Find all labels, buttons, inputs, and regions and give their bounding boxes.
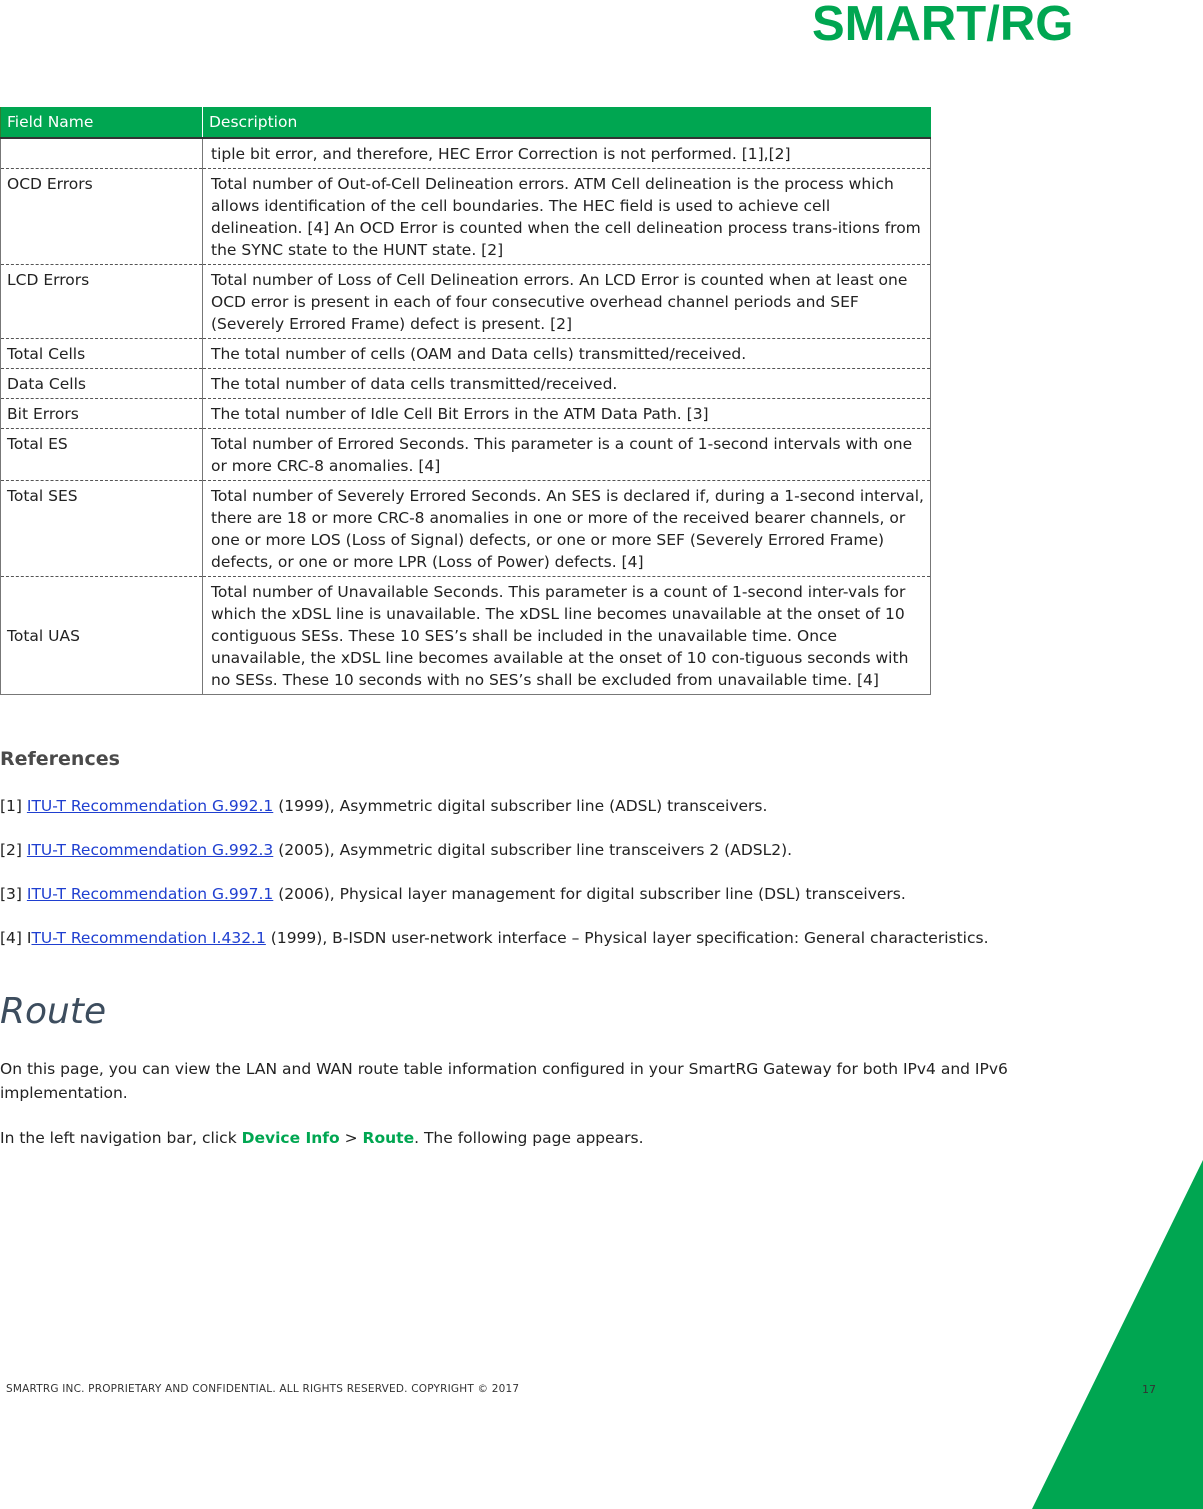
table-row (1, 265, 931, 339)
description-cell: The total number of Idle Cell Bit Errors in the ATM Data Path. [3] (203, 399, 931, 429)
nav-prefix-text: In the left navigation bar, click (0, 1129, 242, 1147)
page-number: 17 (1142, 1383, 1156, 1396)
reference-item (0, 927, 989, 949)
field-name-cell: OCD Errors (1, 169, 203, 265)
reference-number: [4] I (0, 929, 32, 947)
reference-link[interactable]: TU-T Recommendation I.432.1 (31, 929, 266, 947)
field-name-cell: Total UAS (1, 577, 203, 695)
route-intro-paragraph: On this page, you can view the LAN and WAN route table information configured in your SmartRG Gateway for both IPv4 and IPv6 implementation. (0, 1060, 1008, 1102)
nav-suffix-text: . The following page appears. (414, 1129, 644, 1147)
route-nav-instruction (0, 1126, 1100, 1150)
description-cell: The total number of cells (OAM and Data cells) transmitted/received. (203, 339, 931, 369)
reference-item (0, 839, 792, 861)
nav-route: Route (362, 1129, 415, 1147)
reference-number: [2] (0, 841, 27, 859)
description-cell: Total number of Unavailable Seconds. This parameter is a count of 1-second inter-vals for which the xDSL line is unavailable. The xDSL line becomes unavailable at the onset of 10 contiguous SESs. These 10 SES’s shall be included in the unavailable time. Once unavailable, the xDSL line becomes available at the onset of 10 con-tiguous seconds with no SESs. These 10 seconds with no SES’s shall be excluded from unavailable time. [4] (203, 577, 931, 695)
field-name-cell: Data Cells (1, 369, 203, 399)
reference-item (0, 795, 767, 817)
references-heading: References (0, 748, 120, 770)
field-name-cell: Total ES (1, 429, 203, 481)
reference-link[interactable]: ITU-T Recommendation G.992.3 (26, 841, 274, 859)
description-cell: Total number of Severely Errored Seconds. An SES is declared if, during a 1-second interval, there are 18 or more CRC-8 anomalies in one or more of the received bearer channels, or one or more LOS (Loss of Signal) defects, or one or more SEF (Severely Errored Frame) defects, or one or more LPR (Loss of Power) defects. [4] (203, 481, 931, 577)
route-section-title: Route (0, 991, 107, 1032)
reference-link[interactable]: ITU-T Recommendation G.997.1 (26, 885, 274, 903)
reference-number: [1] (0, 797, 27, 815)
smartrg-logo: SMART/RG (812, 0, 1074, 51)
table-row (1, 169, 931, 265)
table-row (1, 369, 931, 399)
header-field-name: Field Name (1, 107, 203, 138)
description-cell: Total number of Loss of Cell Delineation errors. An LCD Error is counted when at least one OCD error is present in each of four consecutive overhead channel periods and SEF (Severely Errored Frame) defect is present. [2] (203, 265, 931, 339)
header-description: Description (203, 107, 931, 138)
description-cell: Total number of Out-of-Cell Delineation errors. ATM Cell delineation is the process which allows identification of the cell boundaries. The HEC field is used to achieve cell delineation. [4] An OCD Error is counted when the cell delineation process trans-itions from the SYNC state to the HUNT state. [2] (203, 169, 931, 265)
reference-text: (1999), B-ISDN user-network interface – Physical layer specification: General characteristics. (265, 929, 989, 947)
reference-text: (2006), Physical layer management for digital subscriber line (DSL) transceivers. (273, 885, 906, 903)
reference-link[interactable]: ITU-T Recommendation G.992.1 (26, 797, 274, 815)
description-cell: The total number of data cells transmitted/received. (203, 369, 931, 399)
table-row (1, 399, 931, 429)
nav-separator: > (339, 1129, 363, 1147)
table-row (1, 339, 931, 369)
reference-item (0, 883, 906, 905)
reference-number: [3] (0, 885, 27, 903)
reference-text: (2005), Asymmetric digital subscriber line transceivers 2 (ADSL2). (273, 841, 793, 859)
description-cell: Total number of Errored Seconds. This parameter is a count of 1-second intervals with one or more CRC-8 anomalies. [4] (203, 429, 931, 481)
field-name-cell: LCD Errors (1, 265, 203, 339)
nav-device-info: Device Info (241, 1129, 340, 1147)
description-cell: tiple bit error, and therefore, HEC Error Correction is not performed. [1],[2] (203, 138, 931, 169)
table-header-row (1, 107, 931, 138)
table-row (1, 481, 931, 577)
field-name-cell (1, 138, 203, 169)
table-row (1, 429, 931, 481)
field-name-cell: Total Cells (1, 339, 203, 369)
table-row (1, 577, 931, 695)
field-description-table (0, 107, 931, 695)
reference-text: (1999), Asymmetric digital subscriber line (ADSL) transceivers. (273, 797, 768, 815)
field-name-cell: Bit Errors (1, 399, 203, 429)
footer-copyright: SMARTRG INC. PROPRIETARY AND CONFIDENTIAL. ALL RIGHTS RESERVED. COPYRIGHT © 2017 (6, 1383, 520, 1395)
table-row (1, 138, 931, 169)
field-name-cell: Total SES (1, 481, 203, 577)
